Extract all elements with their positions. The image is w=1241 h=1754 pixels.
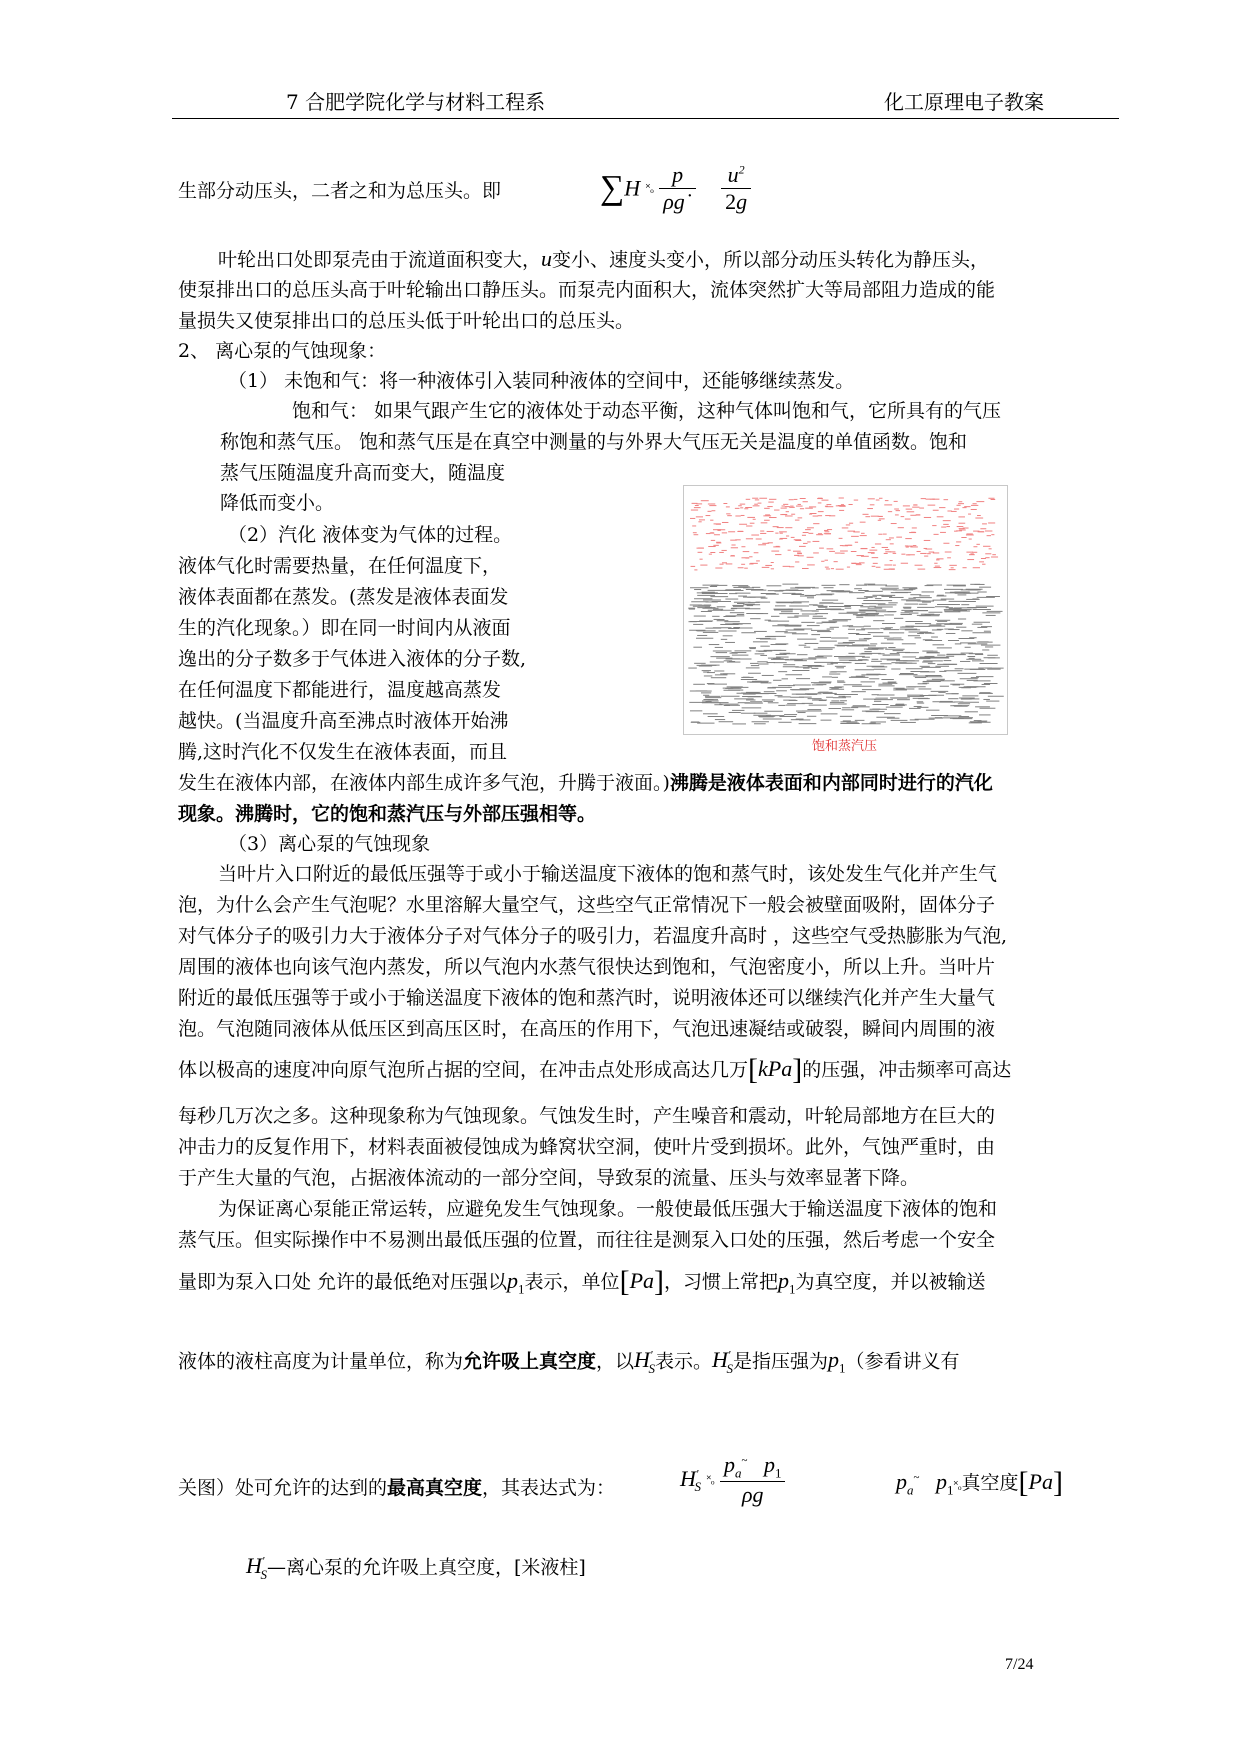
text-line: 蒸气压。但实际操作中不易测出最低压强的位置，而往往是测泵入口处的压强，然后考虑一个安全 <box>178 1229 996 1251</box>
text-line: 在任何温度下都能进行，温度越高蒸发 <box>178 679 502 701</box>
vacuum-formula: $H'_S$ ˟ₒ $\frac{p_a^\sim p_1}{\rho g}$ <box>680 1452 785 1508</box>
page-number: 7/24 <box>1005 1656 1034 1673</box>
text-line: 为保证离心泵能正常运转，应避免发生气蚀现象。一般使最低压强大于输送温度下液体的饱和 <box>218 1198 998 1220</box>
saturated-vapor-figure <box>683 485 1008 735</box>
text-line: （1） 未饱和气：将一种液体引入装同种液体的空间中，还能够继续蒸发。 <box>228 370 855 392</box>
text-line: （2）汽化 液体变为气体的过程。 <box>228 524 513 546</box>
text-line: 冲击力的反复作用下，材料表面被侵蚀成为蜂窝状空洞，使叶片受到损坏。此外，气蚀严重时，由 <box>178 1136 996 1158</box>
vacuum-definition: $p_a^\sim$ $p_1˟_o$真空度[Pa] <box>896 1466 1063 1499</box>
text-line: 泡。气泡随同液体从低压区到高压区时，在高压的作用下，气泡迅速凝结或破裂，瞬间内周围的液 <box>178 1018 996 1040</box>
header-rule <box>172 118 1119 119</box>
text-line: 现象。沸腾时，它的饱和蒸汽压与外部压强相等。 <box>178 803 597 825</box>
total-head-formula: ∑H ˟ₒ $\frac{p}{\rho g˙}$ $\frac{u^2}{2g}$ <box>600 162 751 215</box>
text-line: 腾,这时汽化不仅发生在液体表面，而且 <box>178 741 508 763</box>
text-line: 量损失又使泵排出口的总压头低于叶轮出口的总压头。 <box>178 310 635 332</box>
figure-caption: 饱和蒸汽压 <box>812 739 878 754</box>
text-line: 泡，为什么会产生气泡呢？水里溶解大量空气，这些空气正常情况下一般会被壁面吸附，固体分子 <box>178 894 996 916</box>
text-line: $H'_S—$离心泵的允许吸上真空度，[米液柱] <box>246 1553 586 1582</box>
text-line: 叶轮出口处即泵壳由于流道面积变大，u变小、速度头变小，所以部分动压头转化为静压头， <box>218 246 990 271</box>
text-line: 降低而变小。 <box>220 492 335 514</box>
section-heading: 2、 离心泵的气蚀现象： <box>178 340 387 362</box>
header-right: 化工原理电子教案 <box>884 90 1044 114</box>
text-line: 称饱和蒸气压。 饱和蒸气压是在真空中测量的与外界大气压无关是温度的单值函数。饱和 <box>220 431 968 453</box>
text-line: 发生在液体内部，在液体内部生成许多气泡，升腾于液面。)沸腾是液体表面和内部同时进行的汽化 <box>178 772 993 794</box>
text-line: 蒸气压随温度升高而变大，随温度 <box>220 462 506 484</box>
text-line: 对气体分子的吸引力大于液体分子对气体分子的吸引力，若温度升高时 ，这些空气受热膨胀为气泡, <box>178 925 1008 947</box>
molecules-illustration <box>684 486 1007 734</box>
text-line: 附近的最低压强等于或小于输送温度下液体的饱和蒸汽时，说明液体还可以继续汽化并产生大量气 <box>178 987 996 1009</box>
text-line: 体以极高的速度冲向原气泡所占据的空间，在冲击点处形成高达几万[kPa]的压强，冲击频率可高达 <box>178 1053 1012 1086</box>
text-line: 周围的液体也向该气泡内蒸发，所以气泡内水蒸气很快达到饱和，气泡密度小，所以上升。当叶片 <box>178 956 996 978</box>
header-left: 7 合肥学院化学与材料工程系 <box>286 90 546 114</box>
text-line: 液体气化时需要热量，在任何温度下， <box>178 555 502 577</box>
text-line: 于产生大量的气泡，占据液体流动的一部分空间，导致泵的流量、压头与效率显著下降。 <box>178 1167 920 1189</box>
text-line: 使泵排出口的总压头高于叶轮输出口静压头。而泵壳内面积大，流体突然扩大等局部阻力造成的能 <box>178 279 996 301</box>
text-line: 生部分动压头，二者之和为总压头。即 <box>178 180 502 202</box>
text-line: 逸出的分子数多于气体进入液体的分子数, <box>178 648 527 670</box>
text-line: 当叶片入口附近的最低压强等于或小于输送温度下液体的饱和蒸气时，该处发生气化并产生气 <box>218 863 998 885</box>
text-line: 液体的液柱高度为计量单位，称为允许吸上真空度，以$H'_S$表示。$H'_S$是指压强为$p_1$（参看讲义有 <box>178 1347 960 1376</box>
text-line: 液体表面都在蒸发。(蒸发是液体表面发 <box>178 586 509 608</box>
text-line: 越快。(当温度升高至沸点时液体开始沸 <box>178 710 509 732</box>
text-line: 关图）处可允许的达到的最高真空度，其表达式为： <box>178 1477 616 1499</box>
text-line: 生的汽化现象。）即在同一时间内从液面 <box>178 617 511 639</box>
text-line: 量即为泵入口处 允许的最低绝对压强以$p_1$表示，单位[Pa]，习惯上常把$p_1$为真空度，并以被输送 <box>178 1265 986 1298</box>
text-line: 饱和气： 如果气跟产生它的液体处于动态平衡，这种气体叫饱和气，它所具有的气压 <box>292 400 1002 422</box>
section-heading: （3）离心泵的气蚀现象 <box>228 833 431 855</box>
text-line: 每秒几万次之多。这种现象称为气蚀现象。气蚀发生时，产生噪音和震动，叶轮局部地方在巨大的 <box>178 1105 996 1127</box>
